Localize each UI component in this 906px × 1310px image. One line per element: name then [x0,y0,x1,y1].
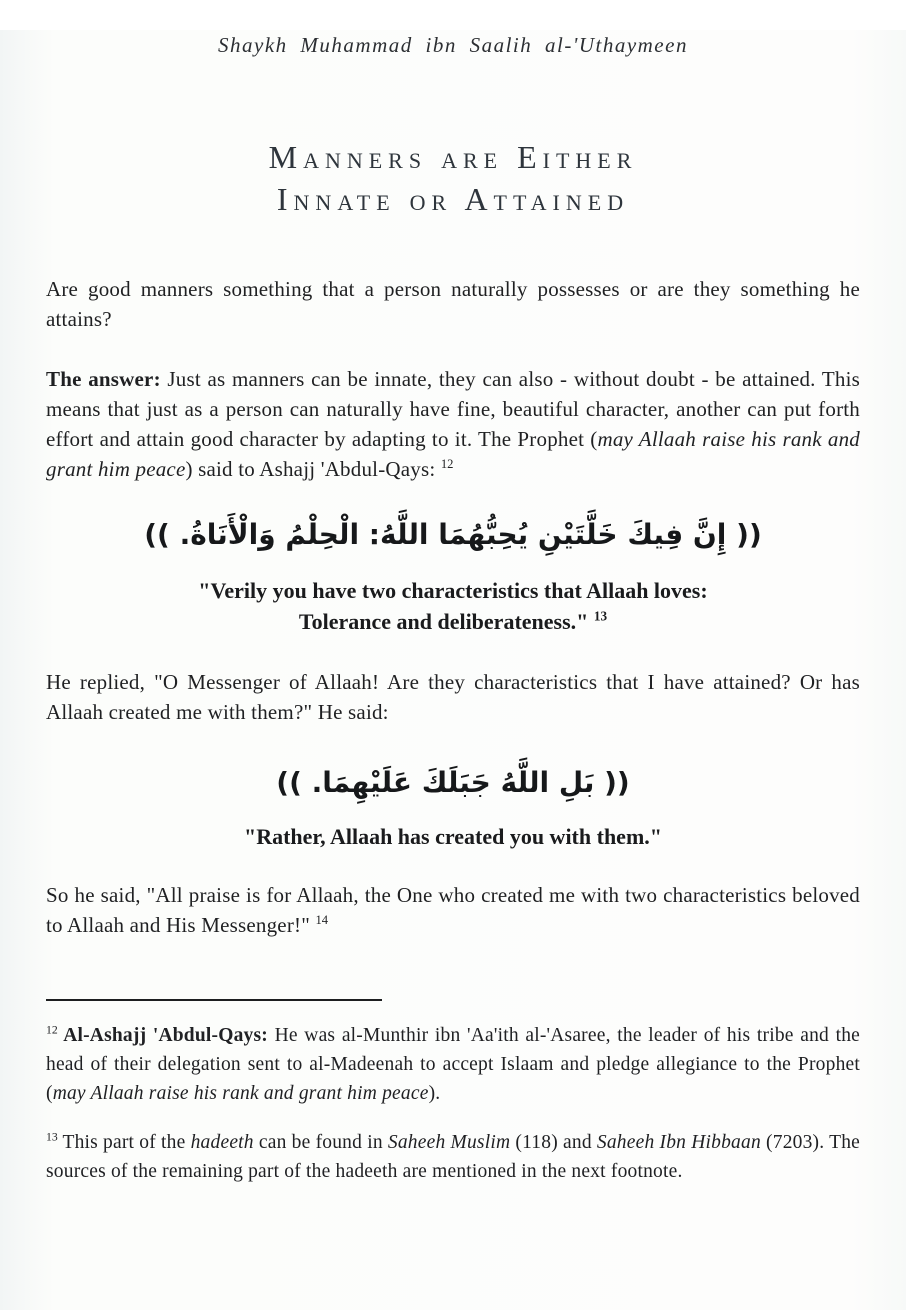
chapter-title [46,136,860,220]
text-run: ). [428,1083,441,1104]
footnote-reference: 13 [593,608,608,624]
paragraph-reply: He replied, "O Messenger of Allaah! Are they characteristics that I have attained? Or has Allaah created me with them?" He said: [46,670,860,724]
paragraph-conclusion [46,880,860,940]
paragraph-answer [46,364,860,484]
text-run: Just as manners can be innate, they can also - without doubt - be attained. This means that just as a person can naturally have fine, beautiful character, another can put forth effort and attain good character by adapting to it. The Prophet ( [46,367,860,451]
hadith-translation-1 [46,575,860,637]
text-run: This part of the [57,1131,191,1153]
text-run: He was al-Munthir ibn 'Aa'ith al-'Asaree, the leader of his tribe and the head of their delegation sent to al-Madeenah to accept Islaam and pledge allegiance to the Prophet ( [46,1025,860,1104]
text-run: Saheeh Ibn Hibbaan [596,1131,761,1153]
text-run: The answer: [46,367,168,391]
footnote-13 [46,1128,860,1186]
footnote-separator-rule [46,999,382,1001]
text-run: (118) and [510,1131,597,1153]
text-run: may Allaah raise his rank and grant him peace [52,1083,429,1104]
text-run: ) said to Ashajj 'Abdul-Qays: [185,457,441,481]
footnote-reference: 12 [46,1023,58,1037]
hadith-translation-2: "Rather, Allaah has created you with them." [244,824,662,849]
text-run: So he said, "All praise is for Allaah, the One who created me with two characteristics beloved to Allaah and His Messenger!" [46,883,860,937]
footnote-reference: 14 [315,913,329,927]
footnote-reference: 12 [440,457,454,471]
footnote-reference: 13 [46,1130,58,1143]
hadith-arabic-1: (( إِنَّ فِيكَ خَلَّتَيْنِ يُحِبُّهُمَا اللَّهُ: الْحِلْمُ وَالْأَنَاةُ. )) [144,518,762,551]
text-run: may Allaah raise his rank and grant him peace [46,427,860,481]
paragraph-question: Are good manners something that a person naturally possesses or are they something he attains? [46,277,860,331]
hadith-arabic-2: (( بَلِ اللَّهُ جَبَلَكَ عَلَيْهِمَا. )) [276,766,630,799]
book-page [0,30,906,1310]
hadith-translation-1-line-2 [46,606,860,637]
text-run: (7203). The sources of the remaining part of the hadeeth are mentioned in the next footnote. [46,1131,860,1182]
chapter-title-line-2: Innate or Attained [276,181,630,217]
text-run: Saheeh Muslim [387,1131,511,1153]
hadith-translation-1-line-1: "Verily you have two characteristics that Allaah loves: [198,578,708,603]
text-run: can be found in [253,1131,388,1153]
footnote-12 [46,1021,860,1108]
text-run: Tolerance and deliberateness." [298,609,594,634]
running-header-author: Shaykh Muhammad ibn Saalih al-'Uthaymeen [218,33,688,57]
text-run: hadeeth [190,1131,254,1153]
chapter-title-line-1: Manners are Either [268,139,638,175]
text-run: Al-Ashajj 'Abdul-Qays: [57,1025,275,1046]
